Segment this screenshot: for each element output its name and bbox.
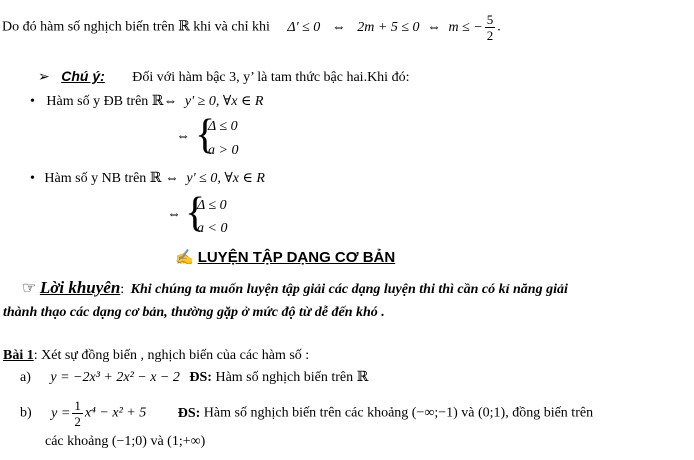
- conclusion-text: Do đó hàm số nghịch biến trên ℝ khi và chỉ khi: [2, 19, 270, 35]
- function-a: y = −2x³ + 2x² − x − 2: [50, 370, 180, 385]
- increasing-condition: [30, 93, 263, 110]
- part-b-label: b): [20, 405, 32, 421]
- fraction: [72, 398, 83, 429]
- function-b-lhs: y =: [51, 405, 71, 421]
- increasing-text: Hàm số y ĐB trên ℝ⇔: [46, 94, 178, 109]
- fraction-denominator: 2: [486, 28, 494, 43]
- conclusion-line: [2, 12, 501, 43]
- exercise-label: Bài 1: [3, 348, 34, 363]
- period: .: [497, 19, 501, 35]
- advice-line-1: [22, 278, 568, 298]
- brace-icon: {: [185, 190, 206, 236]
- fraction: [485, 12, 496, 43]
- fraction-denominator: 2: [74, 414, 81, 429]
- section-heading: [175, 248, 395, 267]
- advice-label: Lời khuyên: [39, 278, 121, 297]
- iff-symbol: ⇔: [167, 207, 181, 222]
- bullet-icon: •: [30, 171, 35, 186]
- answer-b: Hàm số nghịch biến trên các khoảng (−∞;−1) và (0;1), đồng biến trên: [203, 405, 594, 421]
- note-text: Đối với hàm bậc 3, y’ là tam thức bậc hai.Khi đó:: [132, 70, 410, 85]
- iff-symbol: ⇔: [427, 19, 442, 35]
- answer-label: ĐS:: [177, 405, 201, 421]
- derivative-condition: y' ≥ 0, ∀x ∈ R: [184, 94, 264, 109]
- exercise-part-a: [20, 369, 368, 386]
- advice-colon: :: [120, 282, 125, 297]
- exercise-part-b: [20, 398, 593, 429]
- exercise-text: : Xét sự đồng biến , nghịch biến của các hàm số :: [33, 348, 310, 363]
- note-label: Chú ý:: [61, 68, 105, 84]
- arrow-bullet-icon: ➢: [38, 70, 50, 85]
- pencil-icon: ✍: [175, 250, 194, 266]
- system-line-2: a < 0: [197, 221, 228, 236]
- iff-symbol: ⇔: [176, 129, 190, 144]
- section-title: LUYỆN TẬP DẠNG CƠ BẢN: [197, 249, 396, 266]
- answer-label: ĐS:: [189, 370, 212, 385]
- answer-a: Hàm số nghịch biến trên ℝ: [215, 370, 369, 385]
- advice-text-1: Khi chúng ta muốn luyện tập giải các dạng luyện thi thì cần có kỉ năng giải: [130, 282, 568, 297]
- note-line: [38, 68, 409, 86]
- fraction-numerator: 5: [486, 12, 494, 27]
- inequality: 2m + 5 ≤ 0: [357, 19, 420, 35]
- fraction-numerator: 1: [74, 398, 81, 413]
- pointing-hand-icon: ☞: [22, 280, 37, 297]
- exercise-heading: [3, 348, 309, 364]
- function-b-rest: x⁴ − x² + 5: [84, 405, 147, 421]
- part-a-label: a): [20, 370, 31, 385]
- delta-condition: Δ' ≤ 0: [287, 19, 321, 35]
- system-line-2: a > 0: [208, 143, 239, 158]
- brace-icon: {: [195, 112, 216, 158]
- decreasing-condition: [30, 170, 265, 187]
- answer-b-continued: các khoảng (−1;0) và (1;+∞): [45, 434, 206, 449]
- bullet-icon: •: [30, 94, 35, 109]
- iff-symbol: ⇔: [331, 19, 346, 35]
- result-inequality: m ≤ −: [448, 19, 483, 35]
- system-line-1: Δ ≤ 0: [208, 119, 238, 134]
- system-line-1: Δ ≤ 0: [197, 198, 227, 213]
- derivative-condition: y' ≤ 0, ∀x ∈ R: [186, 171, 265, 186]
- decreasing-text: Hàm số y NB trên ℝ ⇔: [44, 171, 179, 186]
- advice-text-2: thành thạo các dạng cơ bản, thường gặp ở mức độ từ dễ đến khó .: [3, 305, 385, 320]
